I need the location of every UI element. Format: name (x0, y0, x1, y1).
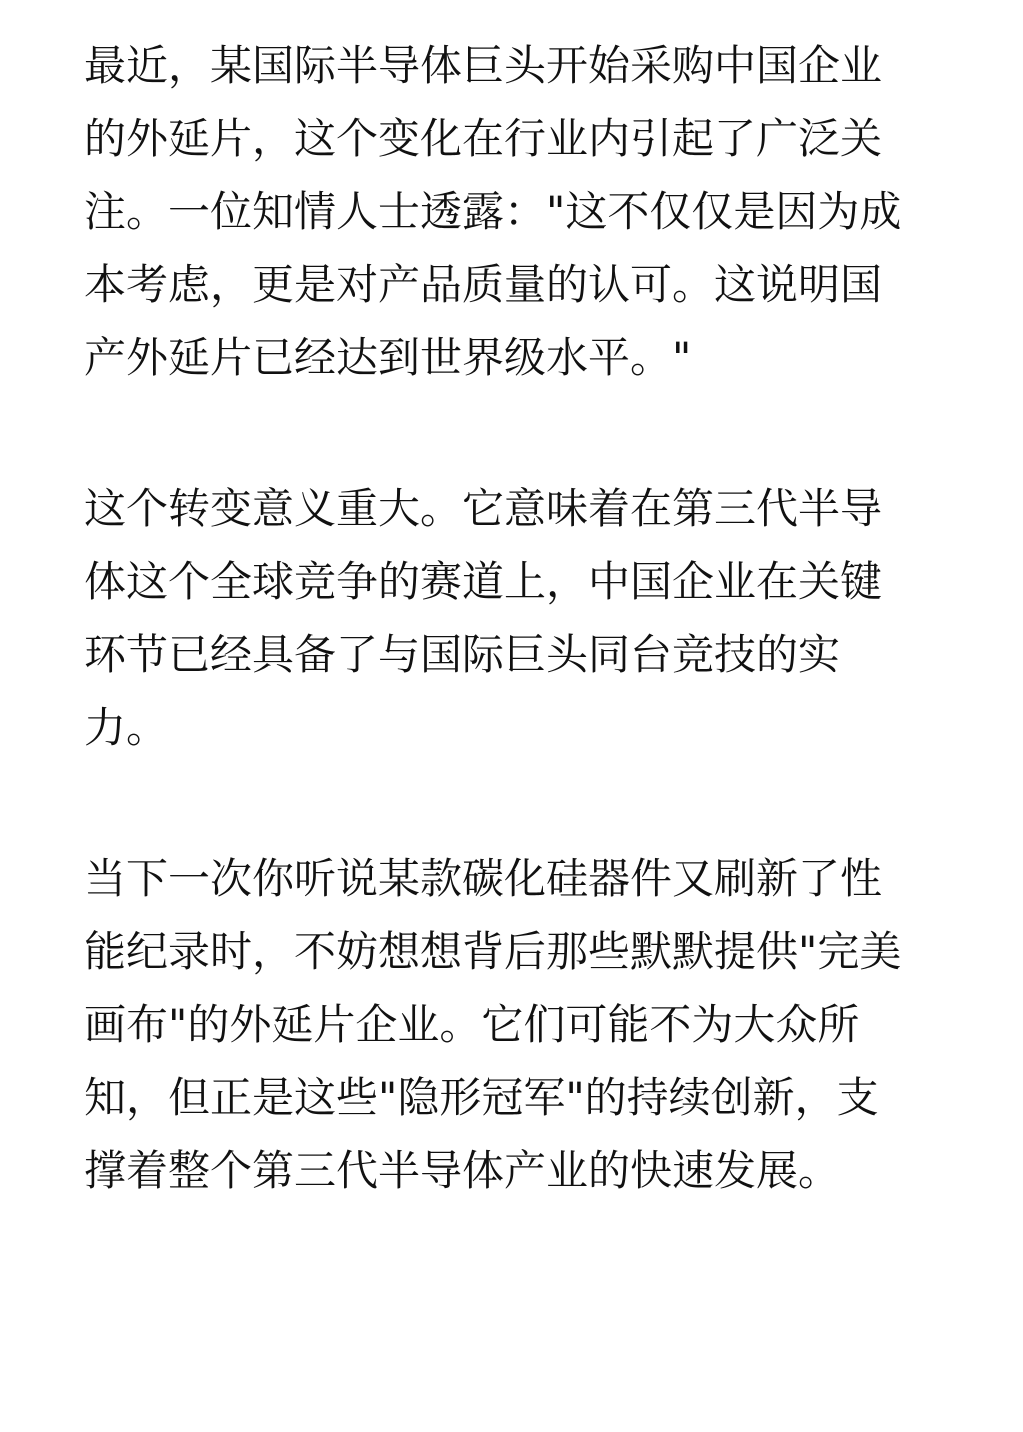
paragraph-foreign-procurement (84, 29, 944, 394)
paragraph-spacer (84, 394, 944, 472)
text-line: 这个转变意义重大。它意味着在第三代半导 (84, 484, 883, 533)
text-line: 体这个全球竞争的赛道上，中国企业在关键 (84, 557, 883, 606)
paragraph-hidden-champions (84, 842, 944, 1207)
paragraph-significance (84, 472, 944, 764)
text-line: 注。一位知情人士透露："这不仅仅是因为成 (84, 187, 902, 236)
text-line: 能纪录时，不妨想想背后那些默默提供"完美 (84, 927, 902, 976)
text-line: 的外延片，这个变化在行业内引起了广泛关 (84, 114, 883, 163)
text-line: 产外延片已经达到世界级水平。" (84, 333, 692, 382)
text-line: 画布"的外延片企业。它们可能不为大众所 (84, 1000, 860, 1049)
text-line: 本考虑，更是对产品质量的认可。这说明国 (84, 260, 883, 309)
article-body (84, 29, 944, 1207)
paragraph-spacer (84, 764, 944, 842)
text-line: 力。 (84, 703, 169, 752)
text-line: 环节已经具备了与国际巨头同台竞技的实 (84, 630, 841, 679)
text-line: 当下一次你听说某款碳化硅器件又刷新了性 (84, 854, 883, 903)
text-line: 撑着整个第三代半导体产业的快速发展。 (84, 1146, 841, 1195)
text-line: 知，但正是这些"隐形冠军"的持续创新，支 (84, 1073, 879, 1122)
text-line: 最近，某国际半导体巨头开始采购中国企业 (84, 41, 883, 90)
